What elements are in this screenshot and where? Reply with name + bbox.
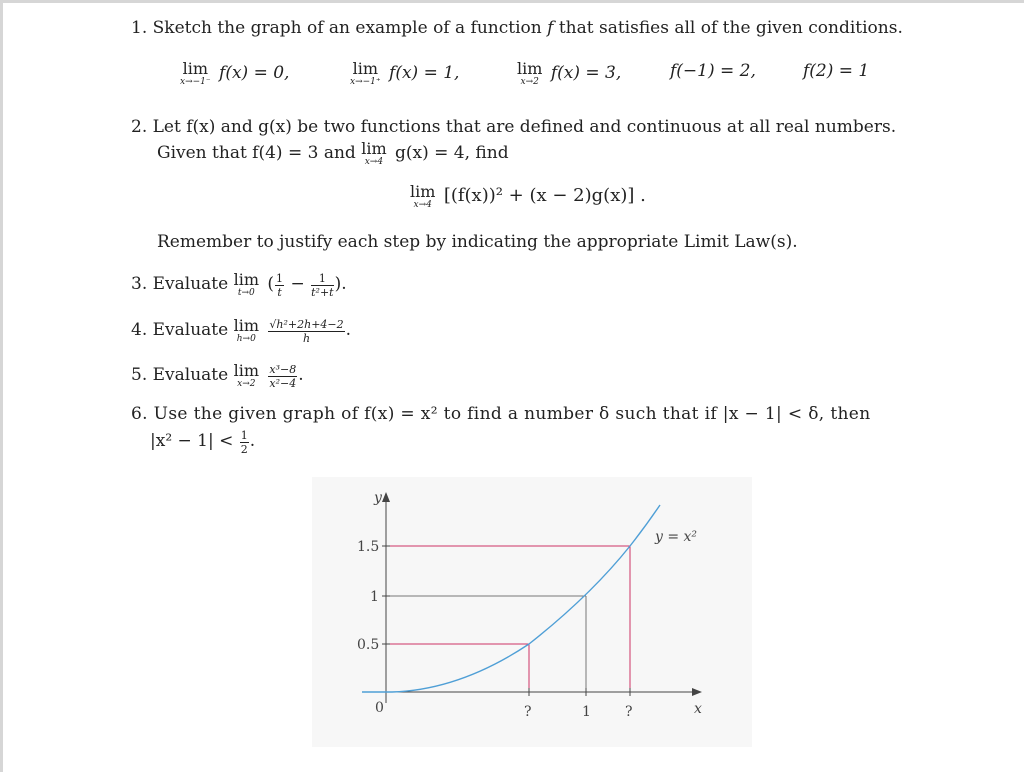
condition-1: lim x→−1⁻ f(x) = 0, bbox=[180, 59, 290, 87]
problem-4: 4. Evaluate lim h→0 $\frac{\text{√h²+2h+4−2}}{h}$ . bbox=[131, 316, 352, 345]
curve-label: y = x² bbox=[655, 529, 698, 545]
y-tick-label-1: 1 bbox=[370, 589, 379, 605]
problem-2-remember: Remember to justify each step by indicating the appropriate Limit Law(s). bbox=[157, 232, 798, 252]
problem-6-line-1: 6. Use the given graph of f(x) = x² to find a number δ such that if |x − 1| < δ, then bbox=[131, 404, 871, 424]
x-axis-label: x bbox=[694, 701, 702, 717]
y-axis-label: y bbox=[374, 490, 382, 506]
problem-3: 3. Evaluate lim t→0 ( $\frac{1}{t}$ − $\frac{1}{\text{t²+t}}$ ). bbox=[131, 270, 347, 299]
x-tick-label-1: 1 bbox=[582, 704, 591, 720]
problem-1-statement: 1. Sketch the graph of an example of a function f that satisfies all of the given conditions. bbox=[131, 18, 903, 38]
condition-4: f(−1) = 2, bbox=[670, 61, 756, 81]
y-tick-label-1-5: 1.5 bbox=[357, 539, 380, 555]
condition-3: lim x→2 f(x) = 3, bbox=[517, 59, 622, 87]
problem-2-line-2: Given that f(4) = 3 and lim x→4 g(x) = 4, find bbox=[157, 139, 509, 167]
x-tick-label-right: ? bbox=[625, 704, 633, 720]
problem-2-expression: lim x→4 [(f(x))² + (x − 2)g(x)] . bbox=[410, 182, 646, 210]
problem-6-line-2: |x² − 1| < $\frac{1}{2}$ . bbox=[150, 429, 256, 456]
problem-2-line-1: 2. Let f(x) and g(x) be two functions that are defined and continuous at all real numbers. bbox=[131, 117, 897, 137]
origin-label: 0 bbox=[375, 700, 384, 716]
condition-2: lim x→−1⁺ f(x) = 1, bbox=[350, 59, 460, 87]
problem-5: 5. Evaluate lim x→2 $\frac{\text{x³−8}}{\text{x²−4}}$ . bbox=[131, 361, 304, 390]
y-tick-label-0-5: 0.5 bbox=[357, 637, 380, 653]
condition-5: f(2) = 1 bbox=[803, 61, 870, 81]
x-tick-label-left: ? bbox=[524, 704, 532, 720]
